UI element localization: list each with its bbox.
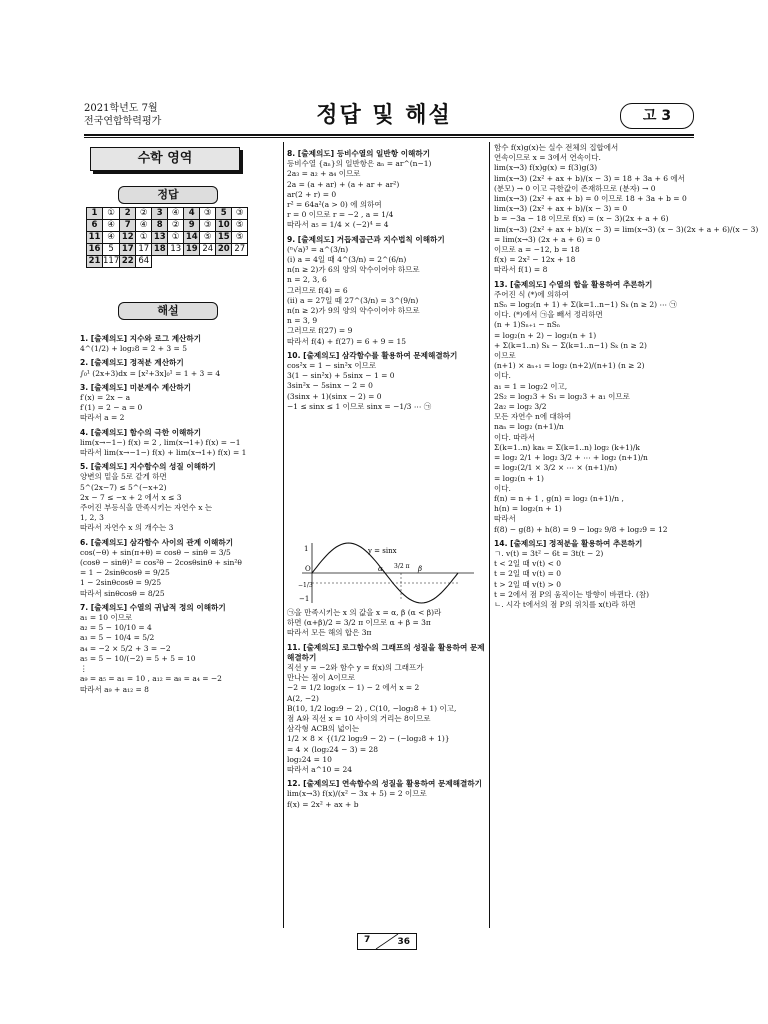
answer-value: ① [168,232,184,244]
question-number: 3 [152,208,168,220]
solution-line: 따라서 lim(x→−1−) f(x) + lim(x→1+) f(x) = 1 [80,448,247,458]
solution-line: 3sin²x − 5sinx − 2 = 0 [287,381,373,391]
question-heading: 9. [출제의도] 거듭제곱근과 지수법칙 이해하기 [287,234,445,244]
solution-line: B(10, 1/2 log₂9 − 2) , C(10, −log₂8 + 1) 이고, [287,703,457,713]
answer-value: ⑤ [200,232,216,244]
question-heading: 7. [출제의도] 수열의 귀납적 정의 이해하기 [80,602,226,612]
alpha-label: α [378,565,383,573]
solution-line: (3sinx + 1)(sinx − 2) = 0 [287,391,382,401]
question-heading: 6. [출제의도] 삼각함수 사이의 관계 이해하기 [80,537,234,547]
solution-line: 연속이므로 x = 3에서 연속이다. [494,153,601,163]
column-divider-1 [283,142,284,928]
solution-line: 이다. [494,371,511,381]
solution-line: = 1 − 2sinθcosθ = 9/25 [80,568,170,578]
column-1 [80,330,280,695]
answer-value: 5 [103,244,120,256]
question-number: 20 [216,244,232,256]
solution-line: (분모) → 0 이고 극한값이 존재하므로 (분자) → 0 [494,183,656,193]
answer-value: 64 [136,256,152,268]
question-heading: 11. [출제의도] 로그함수의 그래프의 성질을 활용하여 문제해결하기 [287,642,485,662]
solution-line: −1 ≤ sinx ≤ 1 이므로 sinx = −1/3 ⋯ ㉠ [287,401,432,411]
solution-line: 양변의 밑을 5로 같게 하면 [80,472,167,482]
solution-line: 2x − 7 ≤ −x + 2 에서 x ≤ 3 [80,492,182,502]
solution-line: h(n) = log₂(n + 1) [494,504,562,514]
question-number: 2 [120,208,136,220]
answer-value: ① [103,208,120,220]
question-number: 11 [87,232,103,244]
solution-line: lim(x→3) (2x² + ax + b)/(x − 3) = 0 [494,204,628,214]
question-heading: 13. [출제의도] 수열의 합을 활용하여 추론하기 [494,279,653,289]
solution-line: a₅ = 5 − 10/(−2) = 5 + 5 = 10 [80,653,196,663]
solution-line: a₃ = 5 − 10/4 = 5/2 [80,633,155,643]
answer-value: ④ [168,208,184,220]
answer-value: ③ [232,208,248,220]
solution-line: 2a₂ = log₂ 3/2 [494,402,547,412]
solution-line: (n+1) × aₙ₊₁ = log₂ (n+2)/(n+1) (n ≥ 2) [494,361,645,371]
question-heading: 4. [출제의도] 함수의 극한 이해하기 [80,427,202,437]
answer-value: 117 [103,256,120,266]
solution-line: lim(x→3) f(x)/(x² − 3x + 5) = 2 이므로 [287,789,427,799]
solution-line: A(2, −2) [287,693,319,703]
solution-line: 따라서 자연수 x 의 개수는 3 [80,523,174,533]
question-heading: 3. [출제의도] 미분계수 계산하기 [80,382,192,392]
solution-line: + Σ(k=1..n) Sₖ − Σ(k=1..n−1) Sₖ (n ≥ 2) [494,340,647,350]
solution-line: t = 2에서 점 P의 움직이는 방향이 바뀐다. (참) [494,589,650,599]
solution-line: 4^(1/2) + log₂8 = 2 + 3 = 5 [80,344,187,354]
column-divider-2 [489,142,490,928]
column-2-continued [287,608,485,810]
subject-title: 수학 영역 [90,147,240,171]
question-number: 10 [216,220,232,232]
solution-line: 1 − 2sinθcosθ = 9/25 [80,578,162,588]
solution-line: 이므로 a = −12, b = 18 [494,245,580,255]
solution-line: 2a₃ = a₂ + a₄ 이므로 [287,169,361,179]
header-rule-thin [84,137,694,138]
solution-line: lim(x→3) (2x² + ax + b)/(x − 3) = 18 + 3a + 6 에서 [494,173,685,183]
solution-line: ㄱ. v(t) = 3t² − 6t = 3t(t − 2) [494,548,604,558]
y-top-label: 1 [304,545,309,553]
solution-line: nSₙ = log₂(n + 1) + Σ(k=1..n−1) Sₖ (n ≥ 2) ⋯ ㉠ [494,300,677,310]
question-number: 4 [184,208,200,220]
solution-line: (ⅱ) a = 27일 때 27^(3/n) = 3^(9/n) [287,295,419,305]
question-number: 18 [152,244,168,256]
solution-line: 이다. [494,483,511,493]
solution-line: f(x) = 2x² + ax + b [287,799,359,809]
solution-line: = log₂ 2/1 + log₂ 3/2 + ⋯ + log₂ (n+1)/n [494,453,648,463]
solution-line: (ⁿ√a)³ = a^(3/n) [287,244,349,254]
answer-value: ③ [200,208,216,220]
solution-line: 그러므로 f(4) = 6 [287,285,348,295]
question-number: 12 [120,232,136,244]
solution-line: t < 2일 때 v(t) < 0 [494,559,562,569]
origin-label: O [305,565,311,573]
solution-line: Σ(k=1..n) kaₖ = Σ(k=1..n) log₂ (k+1)/k [494,442,640,452]
solution-line: 따라서 [494,514,516,524]
solution-line: a₂ = 5 − 10/10 = 4 [80,623,152,633]
solution-line: n = 3, 9 [287,316,318,326]
question-number: 21 [87,256,103,268]
solution-line: = 4 × (log₂24 − 3) = 28 [287,744,379,754]
solution-line: 만나는 점이 A이므로 [287,673,356,683]
answer-row [87,232,248,244]
exam-year: 2021학년도 7월 [84,103,158,114]
solution-line: 2a = (a + ar) + (a + ar + ar²) [287,179,400,189]
solution-line: 함수 f(x)g(x)는 실수 전체의 집합에서 [494,143,619,152]
solution-line: 따라서 f(1) = 8 [494,265,548,275]
question-number: 1 [87,208,103,220]
solution-line: 이다. (*)에서 ㉠을 빼서 정리하면 [494,310,603,320]
beta-label: β [418,565,423,573]
question-number: 16 [87,244,103,256]
solution-line: 1/2 × 8 × {(1/2 log₂9 − 2) − (−log₂8 + 1)} [287,734,450,744]
page-total: 36 [397,937,410,947]
solution-line: (ⅰ) a = 4일 때 4^(3/n) = 2^(6/n) [287,255,407,265]
answer-label: 정답 [118,186,218,204]
answer-value: 24 [200,244,216,256]
answer-value: ② [136,208,152,220]
solution-line: = log₂(2/1 × 3/2 × ⋯ × (n+1)/n) [494,463,618,473]
solution-line: r = 0 이므로 r = −2 , a = 1/4 [287,210,394,220]
question-number: 17 [120,244,136,256]
solution-line: 모든 자연수 n에 대하여 [494,412,572,422]
page-number: 7 [364,935,371,945]
solution-line: a₉ = a₅ = a₁ = 10 , a₁₂ = a₈ = a₄ = −2 [80,674,222,684]
solution-line: a₄ = −2 × 5/2 + 3 = −2 [80,643,171,653]
solution-line: 그러므로 f(27) = 9 [287,326,353,336]
solution-line: 주어진 식 (*)에 의하여 [494,289,569,299]
answer-value: 17 [136,244,152,256]
solution-line: 이므로 [494,351,516,361]
solution-line: 1, 2, 3 [80,513,104,523]
answer-row [87,220,248,232]
solution-line: 따라서 a₉ + a₁₂ = 8 [80,684,149,694]
curve-label: y = sinx [368,547,397,555]
solution-line: 따라서 f(4) + f(27) = 6 + 9 = 15 [287,336,406,346]
question-number: 7 [120,220,136,232]
solution-line: f′(1) = 2 − a = 0 [80,403,143,413]
solution-line: 5^(2x−7) ≤ 5^(−x+2) [80,482,167,492]
solution-line: log₂24 = 10 [287,754,332,764]
answer-value: 27 [232,244,248,256]
question-number: 19 [184,244,200,256]
answer-value: ③ [200,220,216,232]
solution-line: 이다. 따라서 [494,432,535,442]
solution-line: t > 2일 때 v(t) > 0 [494,579,562,589]
sine-graph [298,541,478,605]
tick-3pi2-label: 3/2 π [394,563,410,570]
header-rule [84,134,694,136]
solution-line: a₁ = 1 = log₂2 이고, [494,381,568,391]
solution-line: lim(x→3) (2x² + ax + b) = 0 이므로 18 + 3a + b = 0 [494,194,687,204]
solution-line: 3(1 − sin²x) + 5sinx − 1 = 0 [287,371,395,381]
solution-line: 주어진 부등식을 만족시키는 자연수 x 는 [80,503,213,513]
page-title: 정답 및 해설 [316,103,452,128]
solution-line: r² = 64a²(a > 0) 에 의하여 [287,200,382,210]
level-label: −1/3 [298,582,313,589]
solution-line: ⋮ [80,664,88,674]
solution-line: n(n ≥ 2)가 6의 양의 약수이어야 하므로 [287,265,420,275]
solution-line: 삼각형 ACB의 넓이는 [287,724,360,734]
grade-badge: 고 3 [620,103,694,129]
answer-row [87,208,248,220]
solution-line: 따라서 a = 2 [80,413,125,423]
answer-value: ④ [136,220,152,232]
solution-line: lim(x→3) (2x² + ax + b)/(x − 3) = lim(x→3) (x − 3)(2x + a + 6)/(x − 3) [494,224,759,234]
solution-line: n = 2, 3, 6 [287,275,327,285]
question-number: 8 [152,220,168,232]
column-2 [287,145,485,412]
question-heading: 14. [출제의도] 정적분을 활용하여 추론하기 [494,538,643,548]
exam-name: 전국연합학력평가 [84,116,162,127]
solution-line: cos²x = 1 − sin²x 이므로 [287,361,377,371]
solution-line: = lim(x→3) (2x + a + 6) = 0 [494,234,601,244]
solution-line: 따라서 모든 해의 합은 3π [287,628,372,638]
solution-line: b = −3a − 18 이므로 f(x) = (x − 3)(2x + a + 6) [494,214,669,224]
question-heading: 12. [출제의도] 연속함수의 성질을 활용하여 문제해결하기 [287,779,482,789]
explanation-label: 해설 [118,302,218,320]
solution-line: n(n ≥ 2)가 9의 양의 약수이어야 하므로 [287,306,420,316]
question-number: 13 [152,232,168,244]
answer-table [86,207,248,268]
solution-line: 따라서 sinθcosθ = 8/25 [80,588,165,598]
solution-line: t = 2일 때 v(t) = 0 [494,569,562,579]
solution-line: 직선 y = −2와 함수 y = f(x)의 그래프가 [287,663,424,673]
page-footer [357,933,417,950]
solution-line: f(x) = 2x² − 12x + 18 [494,255,576,265]
answer-row [87,244,248,256]
solution-line: ∫₀¹ (2x+3)dx = [x²+3x]₀¹ = 1 + 3 = 4 [80,368,221,378]
question-heading: 8. [출제의도] 등비수열의 일반항 이해하기 [287,149,431,158]
solution-line: f(8) − g(8) + h(8) = 9 − log₂ 9/8 + log₂9 = 12 [494,524,668,534]
question-number: 15 [216,232,232,244]
question-number: 9 [184,220,200,232]
solution-line: −2 = 1/2 log₂(x − 1) − 2 에서 x = 2 [287,683,420,693]
solution-line: 하면 (α+β)/2 = 3/2 π 이므로 α + β = 3π [287,618,431,628]
question-heading: 1. [출제의도] 지수와 로그 계산하기 [80,334,202,343]
column-3 [494,143,759,610]
solution-line: naₙ = log₂ (n+1)/n [494,422,564,432]
solution-line: f′(x) = 2x − a [80,393,131,403]
solution-line: cos(−θ) + sin(π+θ) = cosθ − sinθ = 3/5 [80,547,231,557]
solution-line: (n + 1)Sₙ₊₁ − nSₙ [494,320,561,330]
solution-line: 따라서 a^10 = 24 [287,765,353,775]
question-number: 5 [216,208,232,220]
solution-line: (cosθ − sinθ)² = cos²θ − 2cosθsinθ + sin²θ [80,558,242,568]
question-number: 14 [184,232,200,244]
solution-line: 따라서 a₅ = 1/4 × (−2)⁴ = 4 [287,220,389,230]
y-bottom-label: −1 [299,595,310,603]
question-heading: 5. [출제의도] 지수함수의 성질 이해하기 [80,462,216,472]
answer-value: 13 [168,244,184,256]
solution-line: 2S₂ = log₂3 + S₁ = log₂3 + a₁ 이므로 [494,391,630,401]
solution-line: = log₂(n + 2) − log₂(n + 1) [494,330,597,340]
answer-value: ① [136,232,152,244]
solution-line: 등비수열 {aₙ}의 일반항은 aₙ = ar^(n−1) [287,159,432,169]
solution-line: f(n) = n + 1 , g(n) = log₂ (n+1)/n , [494,493,624,503]
solution-line: ar(2 + r) = 0 [287,189,337,199]
solution-line: lim(x→3) f(x)g(x) = f(3)g(3) [494,163,598,173]
answer-value: ④ [103,220,120,232]
answer-value: ⑤ [232,232,248,244]
solution-line: lim(x→−1−) f(x) = 2 , lim(x→1+) f(x) = −1 [80,437,241,447]
answer-value: ② [168,220,184,232]
solution-line: ㉠을 만족시키는 x 의 값을 x = α, β (α < β)라 [287,608,442,617]
question-number: 6 [87,220,103,232]
solution-line: 점 A와 직선 x = 10 사이의 거리는 8이므로 [287,714,431,724]
answer-value: ⑤ [232,220,248,232]
question-heading: 10. [출제의도] 삼각함수를 활용하여 문제해결하기 [287,350,458,360]
question-heading: 2. [출제의도] 정적분 계산하기 [80,358,184,368]
answer-row [87,256,248,268]
question-number: 22 [120,256,136,268]
solution-line: ㄴ. 시각 t에서의 점 P의 위치를 x(t)라 하면 [494,599,636,609]
solution-line: a₁ = 10 이므로 [80,613,133,623]
solution-line: = log₂(n + 1) [494,473,544,483]
answer-value: ④ [103,232,120,244]
